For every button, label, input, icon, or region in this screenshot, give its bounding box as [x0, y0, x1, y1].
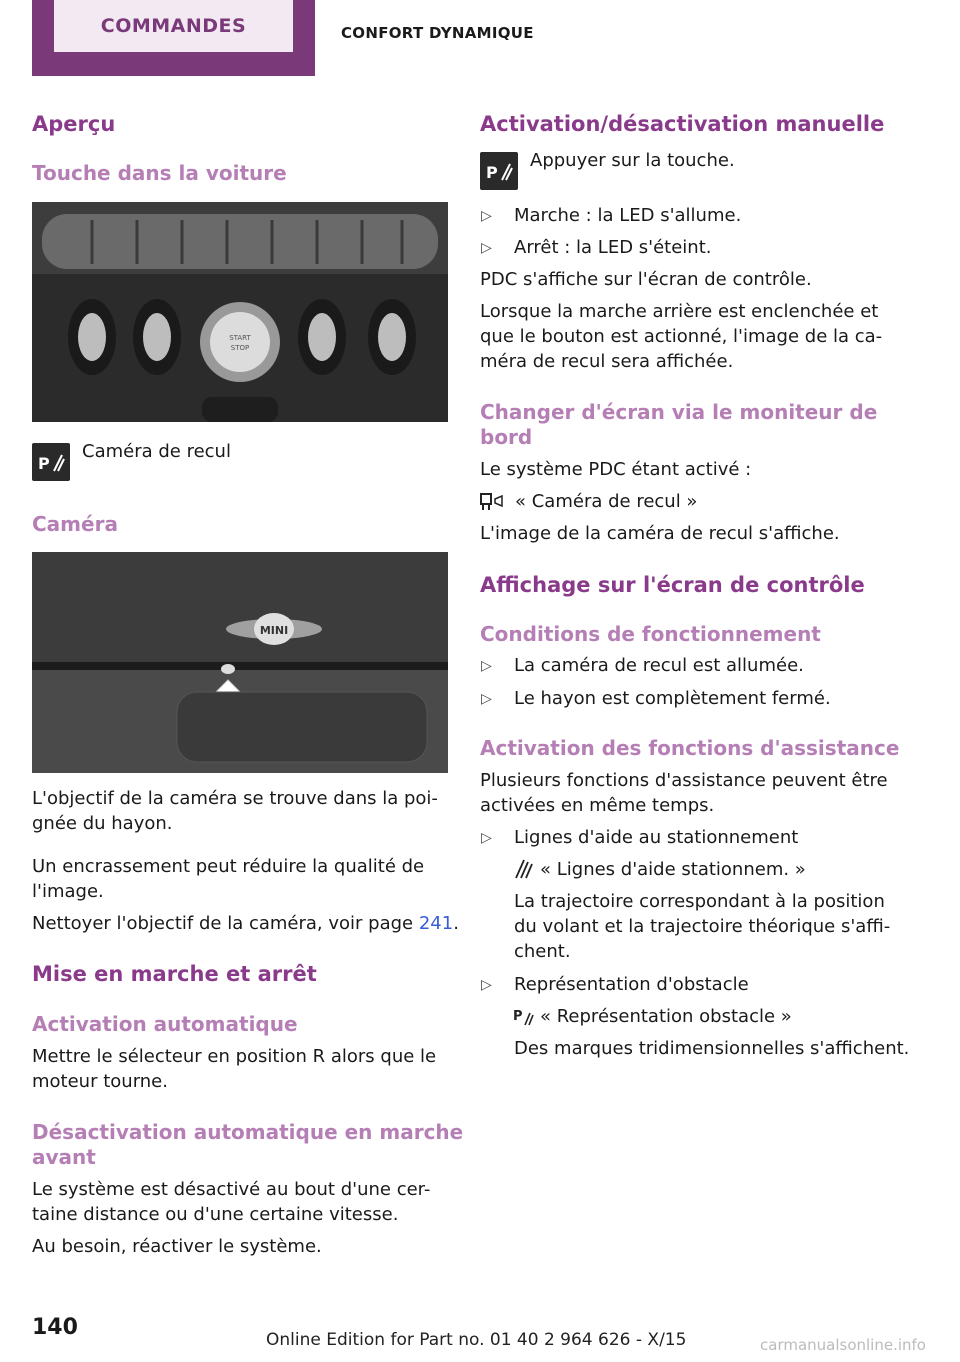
heading-mise-en-marche: Mise en marche et arrêt — [32, 962, 317, 986]
para-nettoyer — [32, 911, 459, 936]
para-encrassement-2: l'image. — [32, 881, 104, 902]
svg-text:P: P — [38, 454, 50, 473]
nettoyer-period: . — [453, 913, 459, 934]
para-traj-2: du volant et la trajectoire théorique s'affi- — [514, 916, 891, 937]
heading-activation-auto: Activation automatique — [32, 1012, 298, 1036]
bullet-triangle-icon: ▷ — [481, 658, 492, 674]
svg-text:P: P — [486, 163, 498, 182]
heading-conditions: Conditions de fonctionnement — [480, 622, 821, 646]
para-plusieurs-1: Plusieurs fonctions d'assistance peuvent être — [480, 770, 888, 791]
para-lorsque-3: méra de recul sera affichée. — [480, 351, 734, 372]
para-pdc: PDC s'affiche sur l'écran de contrôle. — [480, 269, 812, 290]
heading-desactivation-2: avant — [32, 1145, 96, 1169]
site-watermark: carmanualsonline.info — [760, 1336, 926, 1354]
page-number: 140 — [32, 1315, 78, 1340]
svg-text:STOP: STOP — [230, 344, 250, 352]
section-tab-label[interactable]: CONFORT DYNAMIQUE — [341, 24, 534, 42]
heading-affichage: Affichage sur l'écran de contrôle — [480, 573, 865, 597]
para-auto-2: moteur tourne. — [32, 1071, 168, 1092]
para-marques: Des marques tridimensionnelles s'affichent. — [514, 1038, 910, 1059]
menu-obstacle: « Représentation obstacle » — [540, 1006, 792, 1027]
heading-fonctions: Activation des fonctions d'assistance — [480, 736, 900, 760]
para-systeme: Le système PDC étant activé : — [480, 459, 752, 480]
svg-text:P: P — [513, 1009, 523, 1024]
bullet-lignes: Lignes d'aide au stationnement — [514, 827, 799, 848]
menu-camera-recul: « Caméra de recul » — [515, 491, 698, 512]
para-desact-1: Le système est désactivé au bout d'une cer- — [32, 1179, 431, 1200]
para-objectif-1: L'objectif de la caméra se trouve dans la poi- — [32, 788, 438, 809]
para-appuyer: Appuyer sur la touche. — [530, 150, 735, 171]
para-image: L'image de la caméra de recul s'affiche. — [480, 523, 840, 544]
bullet-triangle-icon: ▷ — [481, 830, 492, 846]
bullet-arret: Arrêt : la LED s'éteint. — [514, 237, 712, 258]
bullet-triangle-icon: ▷ — [481, 691, 492, 707]
edition-footer: Online Edition for Part no. 01 40 2 964 626 - X/15 — [266, 1330, 687, 1350]
pdc-camera-icon — [32, 443, 70, 481]
para-auto-1: Mettre le sélecteur en position R alors que le — [32, 1046, 437, 1067]
para-lorsque-2: que le bouton est actionné, l'image de la ca- — [480, 326, 883, 347]
icon-label: Caméra de recul — [82, 441, 231, 462]
bullet-marche: Marche : la LED s'allume. — [514, 205, 742, 226]
heading-desactivation-1: Désactivation automatique en marche — [32, 1120, 464, 1144]
heading-camera: Caméra — [32, 512, 118, 536]
para-desact-2: taine distance ou d'une certaine vitesse. — [32, 1204, 399, 1225]
nettoyer-text: Nettoyer l'objectif de la caméra, voir page — [32, 913, 419, 934]
menu-lignes: « Lignes d'aide stationnem. » — [540, 859, 806, 880]
para-traj-1: La trajectoire correspondant à la position — [514, 891, 885, 912]
bullet-cond1: La caméra de recul est allumée. — [514, 655, 804, 676]
svg-text:START: START — [229, 334, 251, 342]
para-traj-3: chent. — [514, 941, 571, 962]
para-besoin: Au besoin, réactiver le système. — [32, 1236, 322, 1257]
parking-lines-icon — [512, 858, 536, 880]
bullet-cond2: Le hayon est complètement fermé. — [514, 688, 831, 709]
para-encrassement-1: Un encrassement peut réduire la qualité de — [32, 856, 425, 877]
rear-camera-icon — [480, 491, 504, 513]
heading-touche: Touche dans la voiture — [32, 161, 287, 185]
chapter-tab-label: COMMANDES — [54, 0, 293, 52]
tailgate-illustration — [32, 552, 448, 773]
tailgate-photo — [32, 552, 448, 773]
obstacle-icon — [512, 1005, 536, 1027]
heading-apercu: Aperçu — [32, 112, 116, 136]
button-panel-photo — [32, 202, 448, 422]
page-link-241[interactable]: 241 — [418, 913, 454, 934]
button-panel-illustration — [32, 202, 448, 422]
bullet-triangle-icon: ▷ — [481, 240, 492, 256]
bullet-obstacle: Représentation d'obstacle — [514, 974, 749, 995]
heading-changer-2: bord — [480, 425, 533, 449]
para-objectif-2: gnée du hayon. — [32, 813, 173, 834]
bullet-triangle-icon: ▷ — [481, 977, 492, 993]
mini-logo-text: MINI — [259, 624, 289, 637]
heading-changer-1: Changer d'écran via le moniteur de — [480, 400, 878, 424]
bullet-triangle-icon: ▷ — [481, 208, 492, 224]
chapter-tab[interactable] — [32, 0, 315, 76]
heading-manuelle: Activation/désactivation manuelle — [480, 112, 885, 136]
para-lorsque-1: Lorsque la marche arrière est enclenchée et — [480, 301, 879, 322]
pdc-button-icon — [480, 152, 518, 190]
para-plusieurs-2: activées en même temps. — [480, 795, 715, 816]
